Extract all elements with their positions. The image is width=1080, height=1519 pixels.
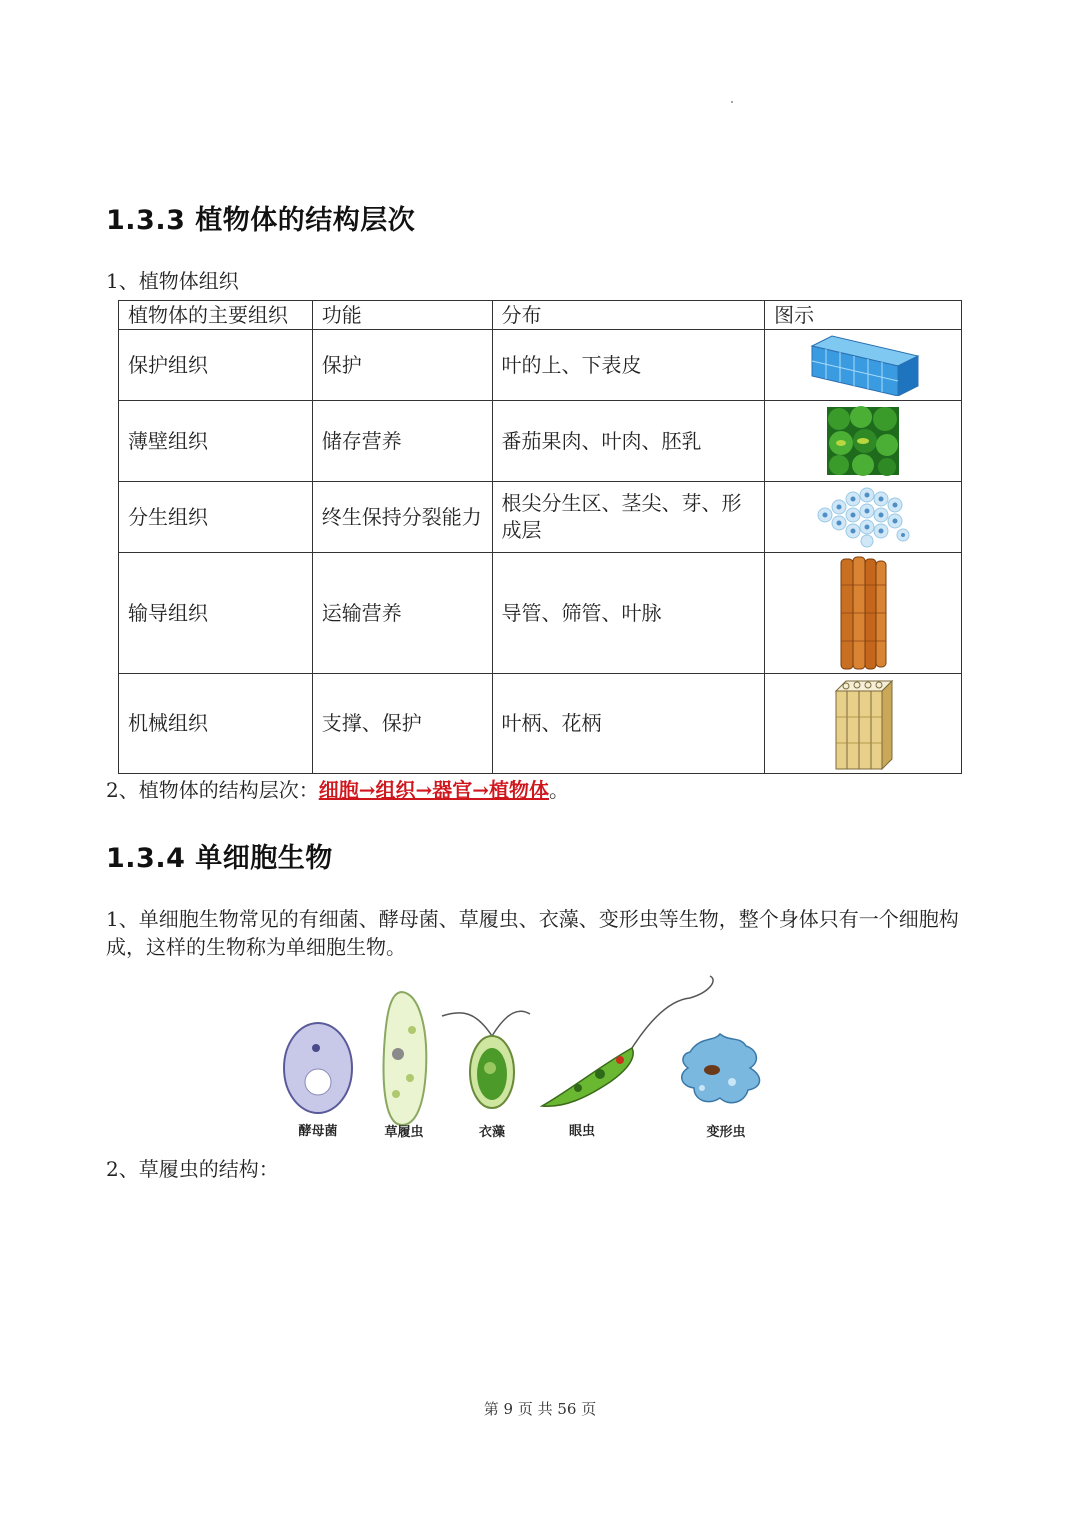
label-paramecium: 草履虫 (384, 1125, 424, 1140)
unicellular-organisms-figure (270, 970, 810, 1145)
table-row (119, 482, 962, 553)
meristem-tissue-icon (815, 485, 911, 549)
table-row (119, 553, 962, 674)
structure-levels-label: 2、植物体的结构层次： (106, 778, 319, 802)
tissue-table (118, 300, 962, 774)
tissue-name: 分生组织 (119, 482, 313, 553)
structure-levels (106, 776, 569, 804)
tissue-distribution: 根尖分生区、茎尖、芽、形成层 (492, 482, 765, 553)
tissue-distribution: 叶的上、下表皮 (492, 330, 765, 401)
tissue-function: 保护 (312, 330, 492, 401)
chlamydomonas-icon (442, 1011, 530, 1108)
table-header-row (119, 301, 962, 330)
tissue-name: 输导组织 (119, 553, 313, 674)
header-distribution: 分布 (492, 301, 765, 330)
unicellular-definition: 1、单细胞生物常见的有细菌、酵母菌、草履虫、衣藻、变形虫等生物，整个身体只有一个细胞构成，这样的生物称为单细胞生物。 (106, 907, 959, 959)
structure-levels-highlight: 细胞→组织→器官→植物体 (318, 778, 550, 802)
tissue-function: 储存营养 (312, 401, 492, 482)
label-amoeba: 变形虫 (706, 1125, 746, 1140)
tissue-distribution: 番茄果肉、叶肉、胚乳 (492, 401, 765, 482)
tissue-function: 运输营养 (312, 553, 492, 674)
label-yeast: 酵母菌 (298, 1124, 338, 1139)
tissue-name: 保护组织 (119, 330, 313, 401)
yeast-icon (284, 1023, 352, 1113)
protective-tissue-icon (806, 334, 920, 396)
header-function: 功能 (312, 301, 492, 330)
tissue-distribution: 导管、筛管、叶脉 (492, 553, 765, 674)
scan-dot (731, 101, 733, 103)
parenchyma-tissue-icon (825, 405, 901, 477)
table-row (119, 330, 962, 401)
paramecium-structure-title: 2、草履虫的结构： (106, 1157, 279, 1181)
table-row (119, 674, 962, 774)
section-heading-1-3-4: 1.3.4 单细胞生物 (106, 843, 333, 874)
conducting-tissue-icon (837, 555, 889, 671)
structure-levels-end: 。 (549, 778, 570, 802)
paramecium-icon (384, 992, 427, 1125)
amoeba-icon (682, 1034, 760, 1103)
tissue-function: 支撑、保护 (312, 674, 492, 774)
section-heading-1-3-3: 1.3.3 植物体的结构层次 (106, 205, 416, 236)
mechanical-tissue-icon (832, 677, 894, 771)
header-tissue: 植物体的主要组织 (119, 301, 313, 330)
tissue-name: 机械组织 (119, 674, 313, 774)
table-row (119, 401, 962, 482)
tissue-list-title: 1、植物体组织 (106, 269, 239, 293)
tissue-function: 终生保持分裂能力 (312, 482, 492, 553)
label-chlamydomonas: 衣藻 (478, 1125, 506, 1140)
tissue-name: 薄壁组织 (119, 401, 313, 482)
page-footer: 第 9 页 共 56 页 (483, 1400, 597, 1418)
header-figure: 图示 (765, 301, 962, 330)
tissue-distribution: 叶柄、花柄 (492, 674, 765, 774)
label-euglena: 眼虫 (568, 1124, 596, 1139)
